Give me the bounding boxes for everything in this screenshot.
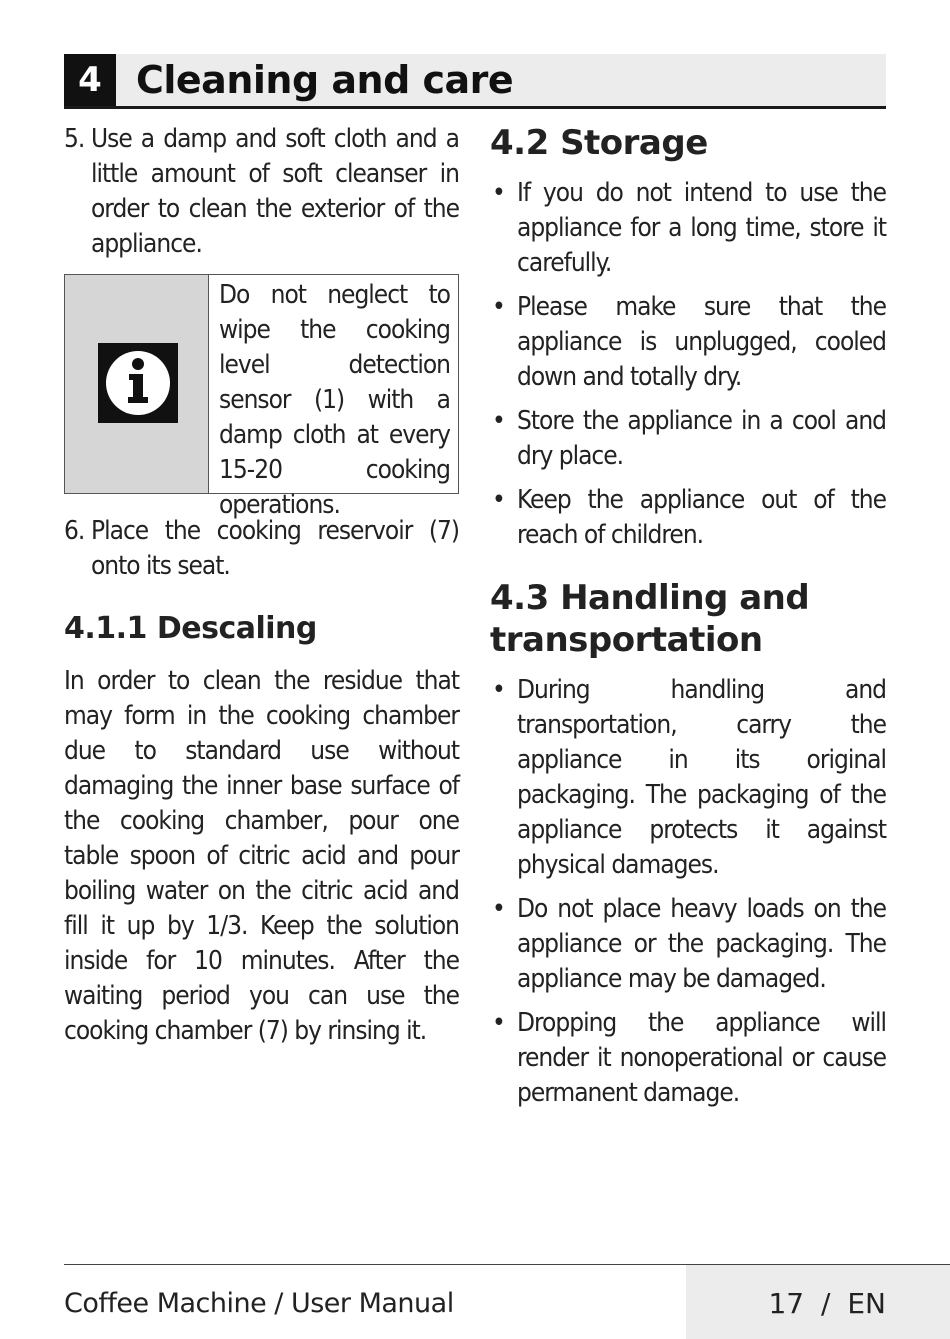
bullet-icon: • — [492, 485, 505, 515]
footer-page-box — [686, 1265, 950, 1339]
list-item: • Please make sure that the appliance is unplugged, cooled down and totally dry. — [492, 292, 886, 392]
handling-heading: 4.3 Handling and transportation — [490, 578, 810, 660]
page-number — [768, 1284, 886, 1324]
page-number-value: 17 / — [768, 1287, 831, 1320]
handling-list — [490, 673, 886, 1111]
step-number: 5. — [64, 124, 85, 154]
list-item: • Do not place heavy loads on the appliance or the packaging. The appliance may be damaged. — [492, 894, 886, 994]
bullet-icon: • — [492, 406, 505, 436]
info-icon — [98, 343, 178, 423]
step-number: 6. — [64, 516, 85, 546]
left-column — [64, 122, 459, 1049]
language-code: EN — [847, 1287, 886, 1320]
info-icon-cell — [65, 275, 209, 493]
bullet-icon: • — [492, 675, 505, 705]
info-text: Do not neglect to wipe the cooking level detection sensor (1) with a damp cloth at every 15-20 cooking operations. — [219, 280, 450, 520]
bullet-icon: • — [492, 1008, 505, 1038]
chapter-title: Cleaning and care — [136, 58, 514, 102]
bullet-icon: • — [492, 178, 505, 208]
storage-heading: 4.2 Storage — [490, 123, 708, 163]
step-6 — [64, 514, 459, 584]
step-text: Use a damp and soft cloth and a little amount of soft cleanser in order to clean the exterior of the appliance. — [91, 124, 459, 259]
list-item: • Keep the appliance out of the reach of children. — [492, 485, 886, 550]
bullet-icon: • — [492, 894, 505, 924]
right-column — [490, 122, 886, 1120]
chapter-number: 4 — [64, 54, 116, 106]
descaling-text: In order to clean the residue that may form in the cooking chamber due to standard use without damaging the inner base surface of the cooking chamber, pour one table spoon of citric acid and pour boiling water on the citric acid and fill it up by 1/3. Keep the solution inside for 10 minutes. After the waiting period you can use the cooking chamber (7) by rinsing it. — [64, 666, 459, 1046]
descaling-heading: 4.1.1 Descaling — [64, 611, 317, 646]
info-box — [64, 274, 459, 520]
storage-list — [490, 176, 886, 553]
step-5 — [64, 122, 459, 262]
step-text: Place the cooking reservoir (7) onto its seat. — [91, 516, 459, 581]
bullet-icon: • — [492, 292, 505, 322]
list-item: • Dropping the appliance will render it nonoperational or cause permanent damage. — [492, 1008, 886, 1108]
list-item: • If you do not intend to use the appliance for a long time, store it carefully. — [492, 178, 886, 278]
footer-title: Coffee Machine / User Manual — [64, 1288, 454, 1319]
chapter-header — [64, 54, 886, 109]
list-item: • During handling and transportation, carry the appliance in its original packaging. The packaging of the appliance protects it against physical damages. — [492, 675, 886, 880]
list-item: • Store the appliance in a cool and dry place. — [492, 406, 886, 471]
